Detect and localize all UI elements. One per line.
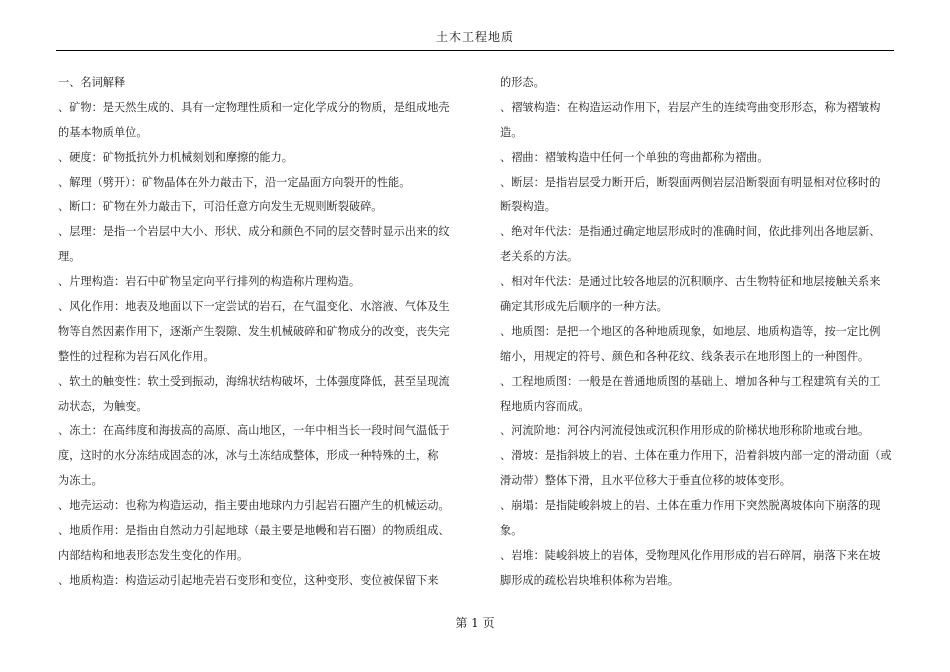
text-line: 、岩堆：陡峻斜坡上的岩体，受物理风化作用形成的岩石碎屑，崩落下来在坡 (500, 548, 881, 562)
text-line: 度，这时的水分冻结成固态的冰，冰与土冻结成整体，形成一种特殊的土，称 (58, 449, 439, 463)
text-line: 物等自然因素作用下，逐渐产生裂隙、发生机械破碎和矿物成分的改变，丧失完 (58, 324, 450, 338)
text-line: 象。 (500, 524, 523, 538)
text-line: 、绝对年代法：是指通过确定地层形成时的准确时间，依此排列出各地层新、 (500, 225, 881, 239)
text-line: 的形态。 (500, 76, 545, 89)
header-title: 土木工程地质 (435, 30, 514, 44)
text-line: 、相对年代法：是通过比较各地层的沉积顺序、古生物特征和地层接触关系来 (500, 275, 881, 289)
text-line: 程地质内容而成。 (500, 399, 590, 413)
text-line: 、河流阶地：河谷内河流侵蚀或沉积作用形成的阶梯状地形称阶地或台地。 (500, 424, 870, 438)
text-line: 、层理：是指一个岩层中大小、形状、成分和颜色不同的层交替时显示出来的纹 (58, 225, 450, 239)
text-line: 、断层：是指岩层受力断开后，断裂面两侧岩层沿断裂面有明显相对位移时的 (500, 175, 881, 189)
text-line: 的基本物质单位。 (58, 125, 148, 139)
text-line: 滑动带）整体下滑，且水平位移大于垂直位移的坡体变形。 (500, 474, 791, 488)
text-line: 老关系的方法。 (500, 250, 579, 264)
header-divider (56, 50, 894, 51)
text-line: 、风化作用：地表及地面以下一定尝试的岩石，在气温变化、水溶液、气体及生 (58, 300, 450, 314)
page-footer (0, 616, 950, 630)
text-line: 、地质图：是把一个地区的各种地质现象，如地层、地质构造等，按一定比例 (500, 324, 881, 338)
text-line: 、褶皱构造：在构造运动作用下，岩层产生的连续弯曲变形形态，称为褶皱构 (500, 100, 881, 114)
text-line: 脚形成的疏松岩块堆积体称为岩堆。 (500, 573, 680, 587)
text-line: 、地质构造：构造运动引起地壳岩石变形和变位，这种变形、变位被保留下来 (58, 573, 439, 587)
text-line: 、崩塌：是指陡峻斜坡上的岩、土体在重力作用下突然脱离坡体向下崩落的现 (500, 499, 881, 513)
text-line: 一、名词解释 (58, 76, 126, 89)
text-line: 、软土的触变性：软土受到振动，海绵状结构破坏，土体强度降低，甚至呈现流 (58, 374, 450, 388)
page-header (0, 30, 950, 44)
text-line: 、滑坡：是指斜坡上的岩、土体在重力作用下，沿着斜坡内部一定的滑动面（或 (500, 449, 892, 463)
text-line: 为冻土。 (58, 474, 103, 488)
text-line: 断裂构造。 (500, 200, 556, 214)
text-line: 动状态，为触变。 (58, 399, 148, 413)
text-line: 理。 (58, 250, 81, 264)
text-line: 、片理构造：岩石中矿物呈定向平行排列的构造称片理构造。 (58, 275, 361, 289)
text-line: 、硬度：矿物抵抗外力机械刻划和摩擦的能力。 (58, 150, 293, 164)
left-column (58, 71, 458, 594)
text-line: 、矿物：是天然生成的、具有一定物理性质和一定化学成分的物质，是组成地壳 (58, 100, 450, 114)
page-number: 第 1 页 (455, 616, 495, 630)
text-line: 、褶曲：褶皱构造中任何一个单独的弯曲都称为褶曲。 (500, 150, 769, 164)
text-line: 、地质作用：是指由自然动力引起地球（最主要是地幔和岩石圈）的物质组成、 (58, 524, 450, 538)
text-line: 整性的过程称为岩石风化作用。 (58, 349, 215, 363)
text-line: 、冻土：在高纬度和海拔高的高原、高山地区，一年中相当长一段时间气温低于 (58, 424, 450, 438)
text-line: 确定其形成先后顺序的一种方法。 (500, 300, 668, 314)
text-line: 、断口：矿物在外力敲击下，可沿任意方向发生无规则断裂破碎。 (58, 200, 383, 214)
text-line: 缩小，用规定的符号、颜色和各种花纹、线条表示在地形图上的一种图件。 (500, 349, 870, 363)
text-line: 、工程地质图：一般是在普通地质图的基础上、增加各种与工程建筑有关的工 (500, 374, 881, 388)
right-column (500, 71, 898, 594)
text-line: 、地壳运动：也称为构造运动，指主要由地球内力引起岩石圈产生的机械运动。 (58, 499, 450, 513)
text-line: 造。 (500, 125, 523, 139)
text-line: 内部结构和地表形态发生变化的作用。 (58, 548, 249, 562)
text-line: 、解理（劈开）：矿物晶体在外力敲击下，沿一定晶面方向裂开的性能。 (58, 175, 411, 189)
